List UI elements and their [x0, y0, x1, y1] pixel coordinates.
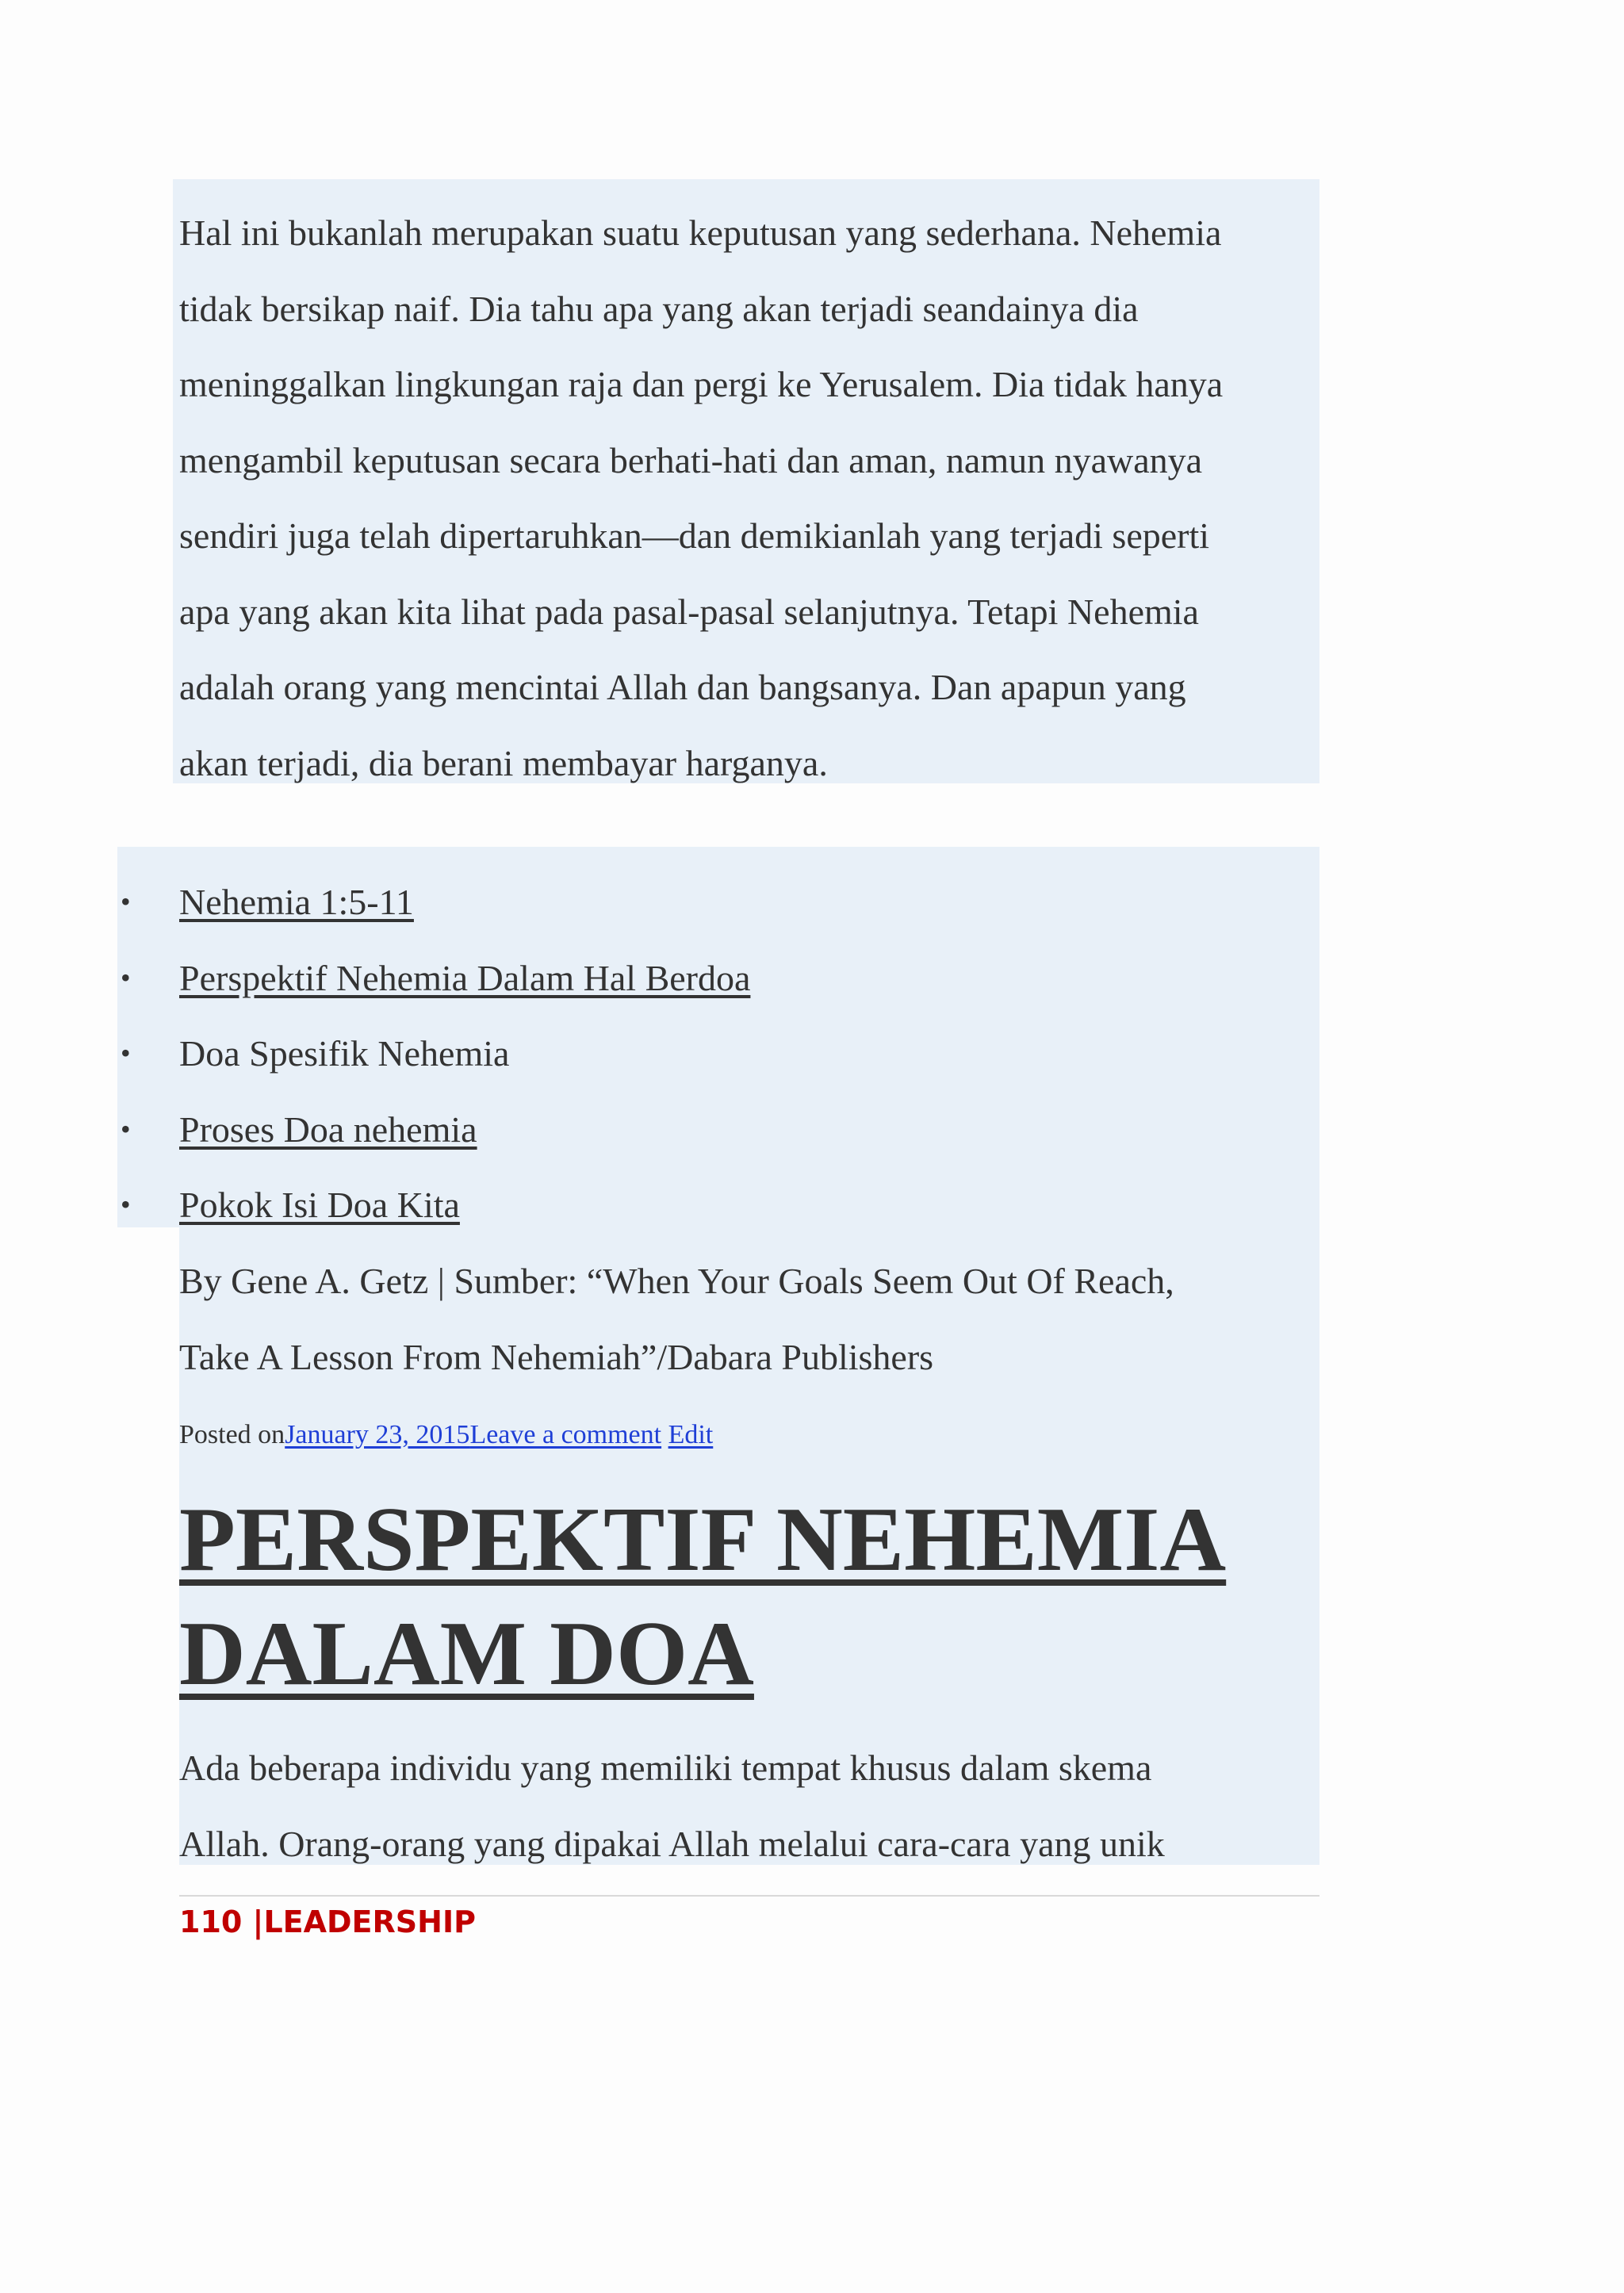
footer-divider — [179, 1895, 1320, 1897]
intro-line: apa yang akan kita lihat pada pasal-pasal selanjutnya. Tetapi Nehemia — [179, 591, 1199, 632]
toc-link-perspektif[interactable]: Perspektif Nehemia Dalam Hal Berdoa — [179, 957, 751, 998]
posted-on-label: Posted on — [179, 1420, 285, 1449]
footer-section: LEADERSHIP — [263, 1904, 476, 1939]
second-paragraph — [179, 1730, 1321, 1881]
intro-paragraph — [179, 195, 1321, 801]
leave-comment-link[interactable]: Leave a comment — [469, 1420, 662, 1449]
intro-line: sendiri juga telah dipertaruhkan—dan demikianlah yang terjadi seperti — [179, 515, 1210, 556]
headline-line[interactable]: PERSPEKTIF NEHEMIA — [179, 1489, 1227, 1591]
bullet-icon: • — [121, 1037, 131, 1069]
bullet-icon: • — [121, 1112, 131, 1145]
intro-line: tidak bersikap naif. Dia tahu apa yang akan terjadi seandainya dia — [179, 288, 1139, 329]
edit-link[interactable]: Edit — [668, 1420, 714, 1449]
byline-line: Take A Lesson From Nehemiah”/Dabara Publishers — [179, 1336, 934, 1377]
toc-link-nehemia-1-5-11[interactable]: Nehemia 1:5-11 — [179, 882, 414, 922]
list-item — [117, 1167, 750, 1243]
highlight-block-notch — [117, 1227, 179, 1866]
intro-line: akan terjadi, dia berani membayar harganya. — [179, 742, 828, 783]
intro-line: mengambil keputusan secara berhati-hati dan aman, namun nyawanya — [179, 439, 1203, 480]
post-headline[interactable] — [179, 1483, 1321, 1711]
page-footer — [179, 1901, 476, 1943]
bullet-icon: • — [121, 1189, 131, 1220]
intro-line: meninggalkan lingkungan raja dan pergi ke Yerusalem. Dia tidak hanya — [179, 364, 1224, 404]
paragraph-line: Allah. Orang-orang yang dipakai Allah melalui cara-cara yang unik — [179, 1823, 1165, 1864]
headline-line[interactable]: DALAM DOA — [179, 1603, 754, 1705]
toc-item-doa-spesifik: Doa Spesifik Nehemia — [179, 1033, 510, 1074]
bullet-icon: • — [121, 961, 131, 993]
byline-line: By Gene A. Getz | Sumber: “When Your Goals Seem Out Of Reach, — [179, 1261, 1174, 1301]
toc-list — [117, 864, 750, 1243]
list-item — [117, 940, 750, 1016]
toc-link-pokok-isi[interactable]: Pokok Isi Doa Kita — [179, 1185, 460, 1225]
footer-separator: | — [242, 1904, 264, 1939]
byline — [179, 1243, 1321, 1395]
intro-line: adalah orang yang mencintai Allah dan bangsanya. Dan apapun yang — [179, 667, 1186, 707]
intro-line: Hal ini bukanlah merupakan suatu keputusan yang sederhana. Nehemia — [179, 212, 1222, 253]
paragraph-line: Ada beberapa individu yang memiliki tempat khusus dalam skema — [179, 1748, 1152, 1788]
post-meta — [179, 1416, 713, 1454]
bullet-icon: • — [121, 886, 131, 917]
list-item — [117, 1016, 750, 1092]
page-number: 110 — [179, 1904, 243, 1939]
list-item — [117, 1092, 750, 1168]
toc-link-proses-doa[interactable]: Proses Doa nehemia — [179, 1108, 477, 1150]
post-date-link[interactable]: January 23, 2015 — [285, 1420, 470, 1449]
list-item — [117, 864, 750, 940]
